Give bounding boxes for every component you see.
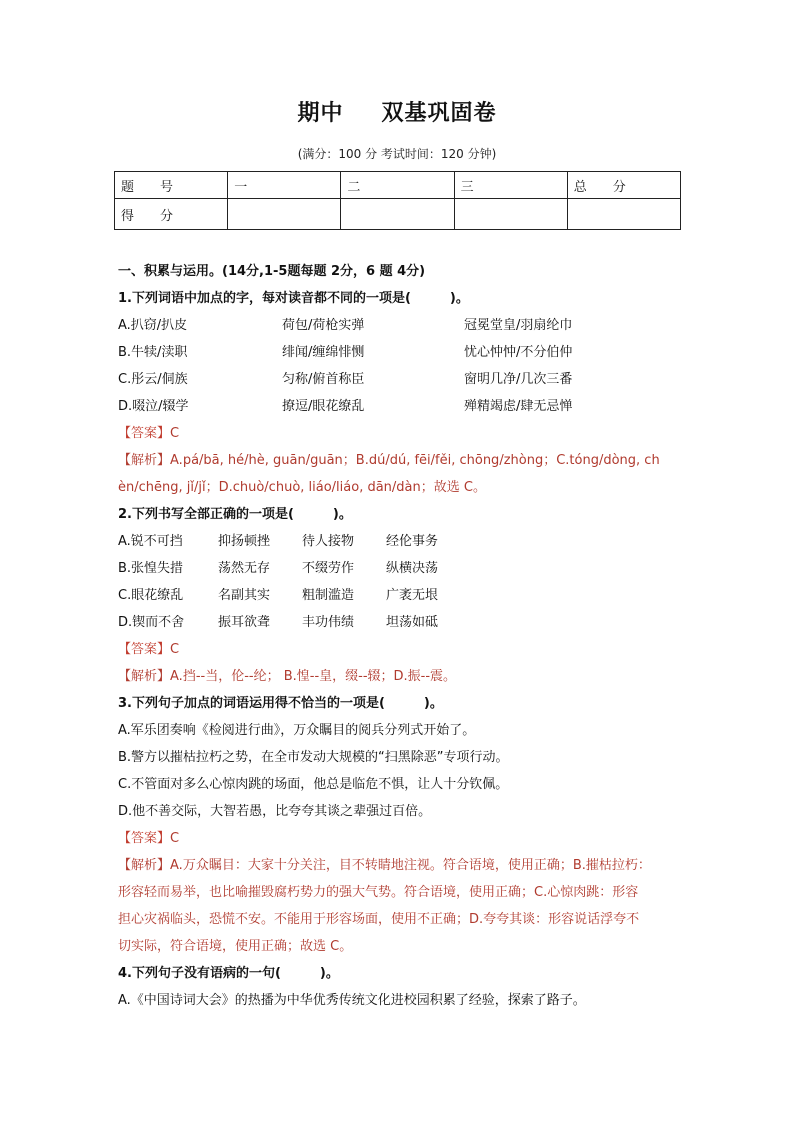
explanation-text: A.挡--当，伦--纶； B.惶--皇，缀--辍；D.振--震。 [170, 669, 457, 684]
option-part: 经伦事务 [386, 534, 439, 549]
explanation-text: A.pá/bā, hé/hè, guān/guān；B.dú/dú, fēi/fěi, chōng/zhòng；C.tóng/dòng, ch [170, 453, 660, 468]
score-table-header-row [115, 172, 681, 199]
option-part: 绯闻/缠绵悱恻 [282, 345, 365, 360]
option-part: 名副其实 [218, 588, 271, 603]
question-stem: 4.下列句子没有语病的一句( )。 [118, 966, 339, 981]
score-cell: 得 分 [115, 199, 228, 230]
score-table-score-row [115, 199, 681, 230]
explanation-line [118, 663, 688, 690]
answer-line [118, 825, 688, 852]
option-part: 不缀劳作 [302, 561, 355, 576]
option-part: A.扒窃/扒皮 [118, 318, 188, 333]
question-option: C.不管面对多么心惊肉跳的场面，他总是临危不惧，让人十分钦佩。 [118, 777, 509, 792]
explanation-tag: 【解析】 [118, 669, 171, 684]
exam-content [118, 258, 688, 1014]
question-option [118, 555, 688, 582]
question-option [118, 528, 688, 555]
option-part: 坦荡如砥 [386, 615, 439, 630]
explanation-tag: 【解析】 [118, 858, 171, 873]
option-part: 殚精竭虑/肆无忌惮 [464, 399, 573, 414]
explanation-line [118, 447, 688, 474]
exam-info: (满分：100 分 考试时间：120 分钟) [297, 147, 497, 161]
answer-value: C [170, 642, 180, 657]
section-heading: 一、积累与运用。(14分,1-5题每题 2分，6 题 4分) [118, 264, 426, 279]
question-option [118, 609, 688, 636]
score-cell: 一 [228, 172, 341, 199]
option-part: 广袤无垠 [386, 588, 439, 603]
question-option: A.《中国诗词大会》的热播为中华优秀传统文化进校园积累了经验，探索了路子。 [118, 993, 586, 1008]
option-part: 荡然无存 [218, 561, 271, 576]
answer-line [118, 420, 688, 447]
option-part: B.牛犊/渎职 [118, 345, 188, 360]
option-part: 匀称/俯首称臣 [282, 372, 365, 387]
question-option: B.警方以摧枯拉朽之势，在全市发动大规模的“扫黑除恶”专项行动。 [118, 750, 509, 765]
explanation-line [118, 852, 688, 879]
option-part: 振耳欲聋 [218, 615, 271, 630]
score-table [114, 171, 681, 230]
option-part: 纵横决荡 [386, 561, 439, 576]
option-part: D.锲而不舍 [118, 615, 185, 630]
option-part: 窗明几净/几次三番 [464, 372, 573, 387]
answer-tag: 【答案】 [118, 642, 171, 657]
explanation-text: A.万众瞩目：大家十分关注，目不转睛地注视。符合语境，使用正确；B.摧枯拉朽： [170, 858, 651, 873]
option-part: 荷包/荷枪实弹 [282, 318, 365, 333]
explanation-line: 形容轻而易举，也比喻摧毁腐朽势力的强大气势。符合语境，使用正确；C.心惊肉跳：形容 [118, 885, 639, 900]
question-option [118, 393, 688, 420]
option-part: A.锐不可挡 [118, 534, 183, 549]
option-part: B.张惶失措 [118, 561, 184, 576]
question-option [118, 582, 688, 609]
answer-value: C [170, 426, 180, 441]
option-part: 冠冕堂皇/羽扇纶巾 [464, 318, 573, 333]
score-cell [228, 199, 341, 230]
score-cell [567, 199, 680, 230]
question-option [118, 312, 688, 339]
option-part: 撩逗/眼花缭乱 [282, 399, 365, 414]
question-option [118, 339, 688, 366]
option-part: 待人接物 [302, 534, 355, 549]
explanation-line: 切实际，符合语境，使用正确；故选 C。 [118, 939, 353, 954]
question-option: A.军乐团奏响《检阅进行曲》，万众瞩目的阅兵分列式开始了。 [118, 723, 476, 738]
title-part-2: 双基巩固卷 [381, 101, 497, 126]
option-part: C.彤云/侗族 [118, 372, 188, 387]
score-cell [454, 199, 567, 230]
answer-value: C [170, 831, 180, 846]
score-cell: 题 号 [115, 172, 228, 199]
title-part-1: 期中 [297, 101, 344, 126]
answer-line [118, 636, 688, 663]
option-part: D.啜泣/辍学 [118, 399, 189, 414]
score-cell: 三 [454, 172, 567, 199]
explanation-line: èn/chēng, jǐ/jǐ；D.chuò/chuò, liáo/liáo, dān/dàn；故选 C。 [118, 480, 486, 495]
question-stem: 2.下列书写全部正确的一项是( )。 [118, 507, 352, 522]
page-title [0, 96, 794, 127]
option-part: 忧心忡忡/不分伯仲 [464, 345, 573, 360]
option-part: 粗制滥造 [302, 588, 355, 603]
question-option [118, 366, 688, 393]
option-part: C.眼花缭乱 [118, 588, 184, 603]
score-cell: 总 分 [567, 172, 680, 199]
score-cell: 二 [341, 172, 454, 199]
score-cell [341, 199, 454, 230]
explanation-line: 担心灾祸临头，恐慌不安。不能用于形容场面，使用不正确；D.夸夸其谈：形容说话浮夸不 [118, 912, 640, 927]
explanation-tag: 【解析】 [118, 453, 171, 468]
question-stem: 3.下列句子加点的词语运用得不恰当的一项是( )。 [118, 696, 443, 711]
option-part: 丰功伟绩 [302, 615, 355, 630]
option-part: 抑扬顿挫 [218, 534, 271, 549]
answer-tag: 【答案】 [118, 426, 171, 441]
answer-tag: 【答案】 [118, 831, 171, 846]
question-option: D.他不善交际，大智若愚，比夸夸其谈之辈强过百倍。 [118, 804, 432, 819]
question-stem: 1.下列词语中加点的字，每对读音都不同的一项是( )。 [118, 291, 469, 306]
